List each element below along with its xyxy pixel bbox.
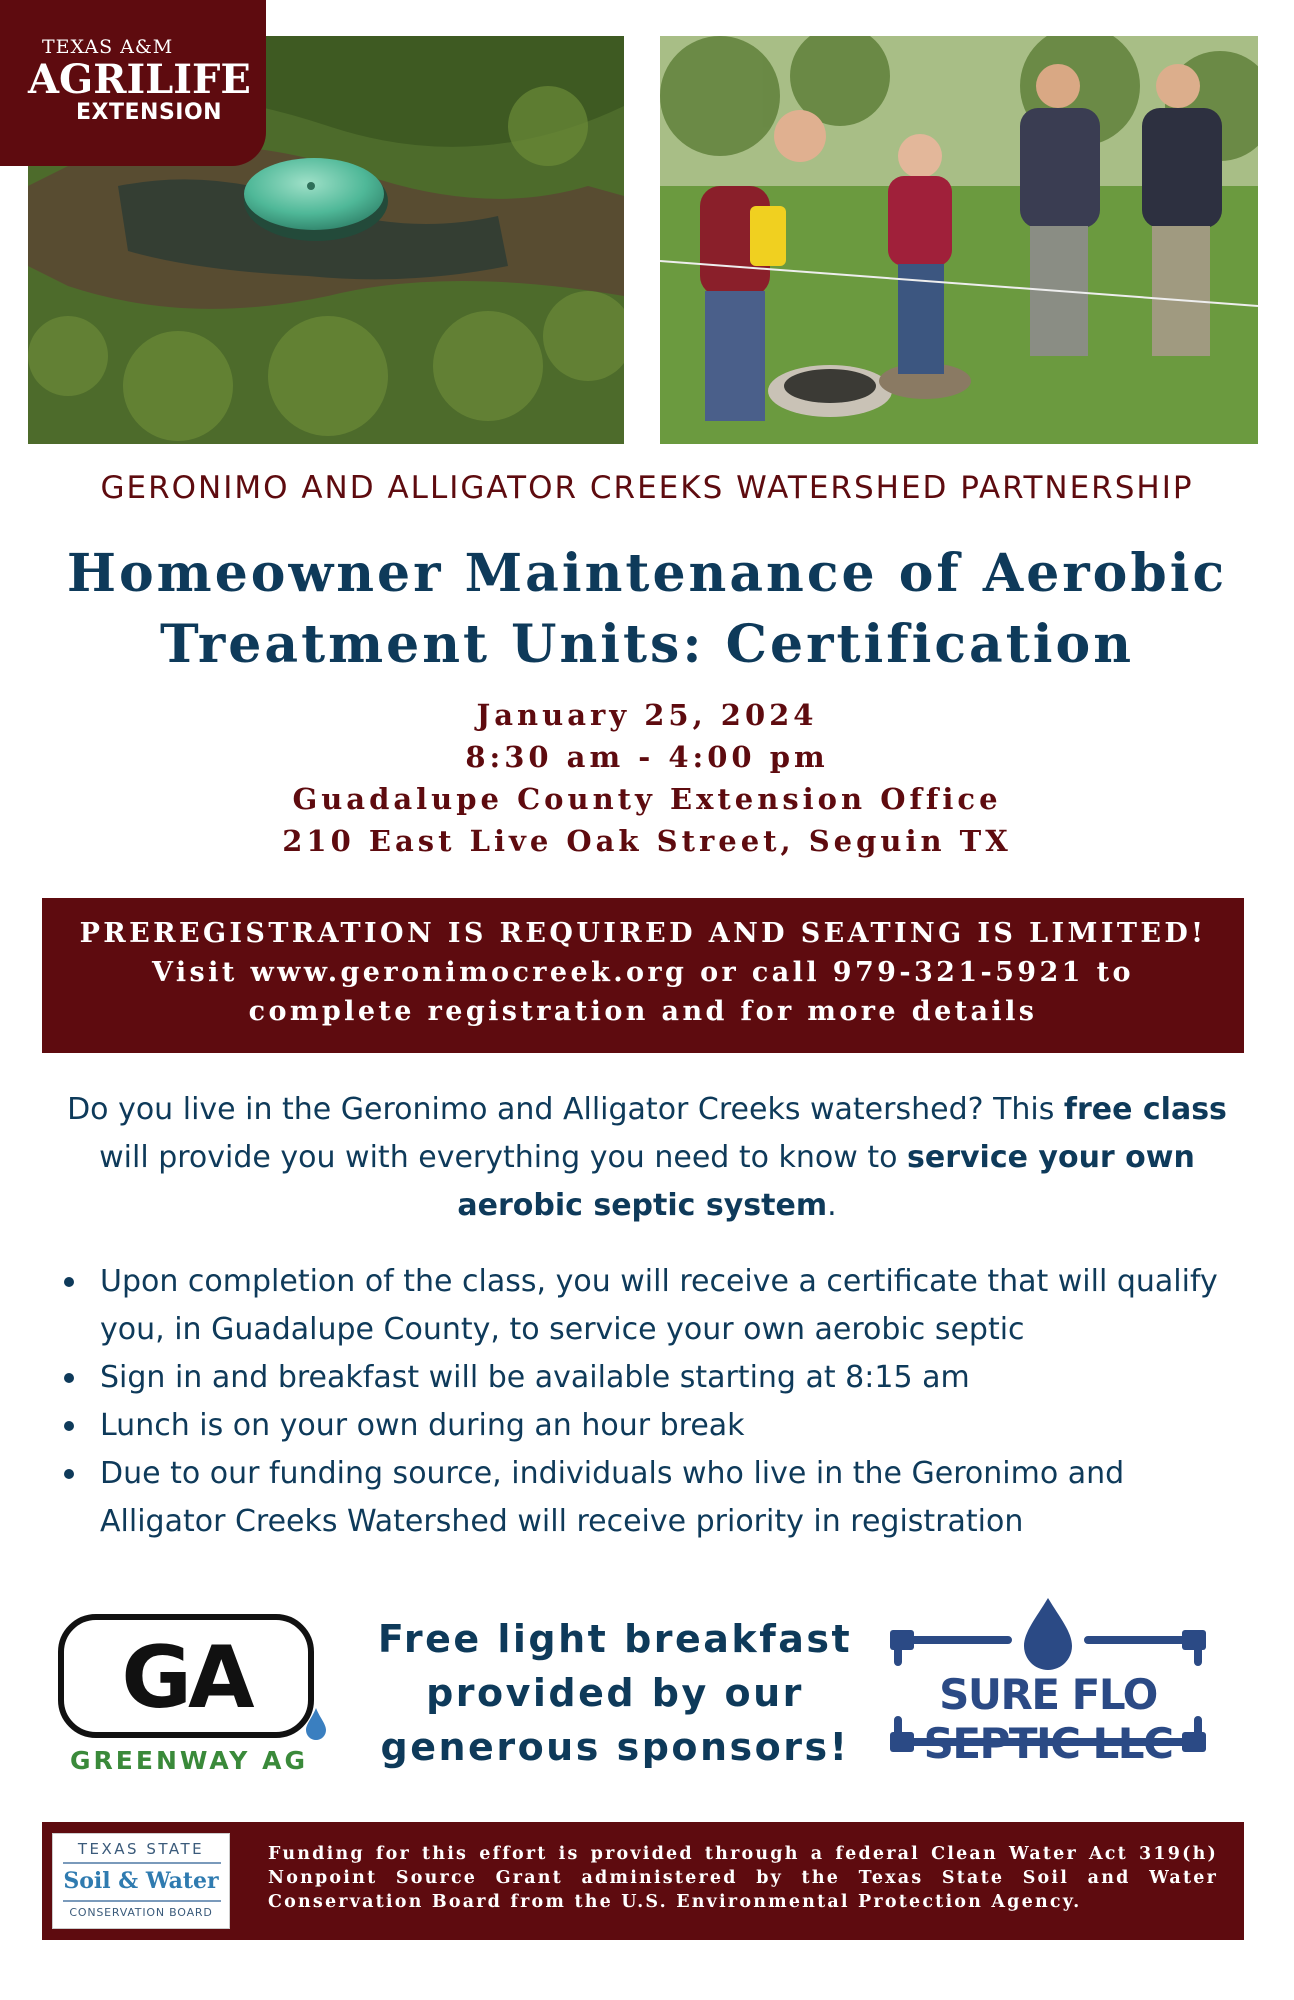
tsswcb-line-3: CONSERVATION BOARD xyxy=(69,1906,213,1919)
logo-line-2: AGRILIFE xyxy=(28,56,251,103)
registration-line-1: PREREGISTRATION IS REQUIRED AND SEATING IS LIMITED! xyxy=(79,918,1207,949)
list-item-text: Upon completion of the class, you will receive a certificate that will qualify you, in Guadalupe County, to service your own aerobic septic xyxy=(100,1264,1218,1347)
intro-text-2: will provide you with everything you need to know to xyxy=(99,1140,907,1175)
sure-flo-name: SURE FLO SEPTIC LLC xyxy=(923,1670,1173,1768)
intro-bold-service: service your own aerobic septic system xyxy=(457,1140,1195,1223)
tsswcb-divider xyxy=(63,1900,221,1902)
event-time: 8:30 am - 4:00 pm xyxy=(465,740,829,774)
event-title-line-2: Treatment Units: Certification xyxy=(159,614,1135,675)
intro-paragraph xyxy=(60,1086,1234,1230)
funding-banner xyxy=(42,1822,1244,1940)
registration-line-2: Visit www.geronimocreek.org or call 979-321-5921 to xyxy=(152,957,1134,988)
funding-statement: Funding for this effort is provided through a federal Clean Water Act 319(h) Nonpoint Source Grant administered by the Texas State Soil and Water Conservation Board from the U.S. Environmental Protection Agency. xyxy=(268,1844,1218,1912)
sponsor-message xyxy=(370,1612,860,1774)
list-item xyxy=(60,1402,1220,1450)
list-item-text: Lunch is on your own during an hour break xyxy=(100,1408,745,1443)
agrilife-extension-logo xyxy=(0,0,266,166)
bullet-dot-icon xyxy=(64,1277,74,1287)
inspection-class-photo xyxy=(660,36,1258,444)
partnership-heading: GERONIMO AND ALLIGATOR CREEKS WATERSHED PARTNERSHIP xyxy=(100,470,1194,506)
list-item xyxy=(60,1450,1220,1546)
sponsor-message-line-3: generous sponsors! xyxy=(380,1725,850,1769)
bullet-dot-icon xyxy=(64,1373,74,1383)
logo-line-3: EXTENSION xyxy=(76,100,223,125)
greenway-name: GREENWAY AG xyxy=(70,1746,308,1775)
list-item xyxy=(60,1258,1220,1354)
tsswcb-logo xyxy=(52,1833,230,1929)
intro-bold-free-class: free class xyxy=(1063,1092,1227,1127)
sponsor-message-line-2: provided by our xyxy=(426,1671,804,1715)
list-item xyxy=(60,1354,1220,1402)
info-bullet-list xyxy=(60,1258,1220,1546)
sponsor-message-line-1: Free light breakfast xyxy=(377,1617,853,1661)
event-address: 210 East Live Oak Street, Seguin TX xyxy=(282,824,1012,858)
intro-text-3: . xyxy=(827,1188,837,1223)
registration-line-3: complete registration and for more details xyxy=(248,996,1038,1027)
sure-flo-septic-logo xyxy=(868,1592,1228,1772)
tsswcb-line-1: TEXAS STATE xyxy=(77,1840,205,1858)
bullet-dot-icon xyxy=(64,1469,74,1479)
greenway-mark: GA xyxy=(121,1628,251,1728)
list-item-text: Sign in and breakfast will be available starting at 8:15 am xyxy=(100,1360,970,1395)
logo-line-1: TEXAS A&M xyxy=(42,36,174,58)
event-venue: Guadalupe County Extension Office xyxy=(292,782,1002,816)
bullet-dot-icon xyxy=(64,1421,74,1431)
inspection-class-illustration xyxy=(660,36,1258,444)
tsswcb-line-2: Soil & Water xyxy=(63,1868,219,1894)
list-item-text: Due to our funding source, individuals who live in the Geronimo and Alligator Creeks Watershed will receive priority in registration xyxy=(100,1456,1125,1539)
event-title xyxy=(20,538,1274,680)
intro-text-1: Do you live in the Geronimo and Alligator Creeks watershed? This xyxy=(67,1092,1064,1127)
event-date: January 25, 2024 xyxy=(476,698,818,732)
tsswcb-divider xyxy=(63,1862,221,1864)
registration-banner xyxy=(42,898,1244,1053)
greenway-ag-logo xyxy=(54,1610,324,1778)
event-title-line-1: Homeowner Maintenance of Aerobic xyxy=(66,543,1228,604)
water-drop-icon xyxy=(1024,1598,1072,1670)
